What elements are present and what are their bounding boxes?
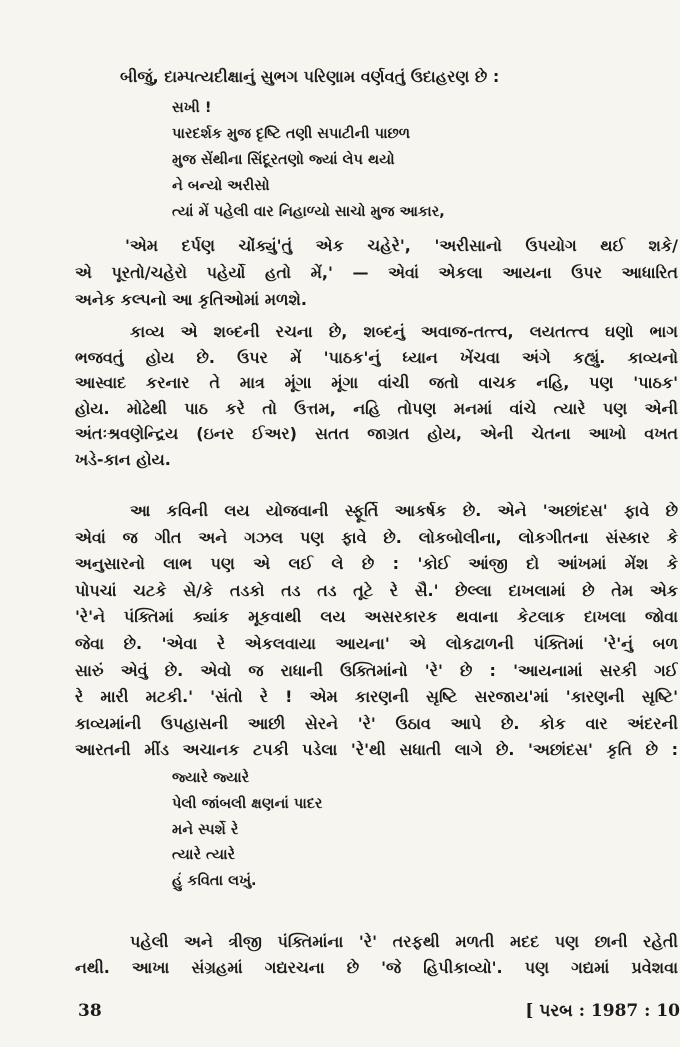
poem-line: ત્યારે ત્યારે bbox=[172, 847, 236, 864]
text-line: આરતની મીંડ અચાનક ટપકી પડેલા 'રે'થી સધાતી લાગે છે. 'અછાંદસ' કૃતિ છે : bbox=[75, 740, 678, 760]
poem-line: ત્યાં મેં પહેલી વાર નિહાળ્યો સાચો મુજ આકાર, bbox=[172, 204, 445, 220]
poem-quote-2 bbox=[172, 766, 652, 895]
text-line: અંતઃશ્રવણેન્દ્રિય (ઇનર ઈઅર) સતત જાગ્રત હોય, એની ચેતના આખો વખત bbox=[75, 424, 678, 444]
poem-line: સખી ! bbox=[172, 100, 212, 116]
text-line: નથી. આખા સંગ્રહમાં ગદ્યરચના છે 'જે હિપીકાવ્યો'. પણ ગદ્યમાં પ્રવેશવા bbox=[75, 958, 678, 977]
poem-line: મને સ્પર્શે રે bbox=[172, 821, 239, 838]
text-line: જેવા છે. 'એવા રે એકલવાયા આયના' એ લોકઢાળની પંક્તિમાં 'રે'નું બળ bbox=[75, 633, 678, 653]
intro-line bbox=[120, 64, 620, 90]
text-line: ખડે-કાન હોય. bbox=[75, 449, 171, 469]
text-line: એ પૂરતો/ચહેરો પહેર્યો હતો મેં,' — એવાં એકલા આયના ઉપર આધારિત bbox=[75, 263, 678, 282]
text-line: આસ્વાદ કરનાર તે માત્ર મૂંગા મૂંગા વાંચી જતો વાચક નહિ, પણ 'પાઠક' bbox=[75, 373, 678, 393]
text-line: આ કવિની લય યોજવાની સ્ફૂર્તિ આકર્ષક છે. એને 'અછાંદસ' ફાવે છે bbox=[130, 501, 678, 520]
page-number: 38 bbox=[78, 1001, 102, 1021]
text-line: સારું એવું છે. એવો જ રાધાની ઉક્તિમાંનો 'રે' છે : 'આયનામાં સરકી ગઈ bbox=[75, 660, 678, 680]
text-line: અનેક કલ્પનો આ કૃતિઓમાં મળશે. bbox=[75, 290, 307, 309]
paragraph-rhythm bbox=[75, 498, 678, 764]
text-line: હોય. મોઢેથી પાઠ કરે તો ઉત્તમ, નહિ તોપણ મનમાં વાંચે ત્યારે પણ એની bbox=[75, 398, 678, 418]
poem-line: પેલી જાંબલી ક્ષણનાં પાદર bbox=[172, 795, 323, 812]
paragraph-closing bbox=[75, 929, 678, 981]
running-footer: [ પરબ : 1987 : 10 bbox=[525, 1001, 680, 1021]
poem-line: ને બન્યો અરીસો bbox=[172, 178, 270, 194]
text-line: 'એમ દર્પણ ચોંક્યું'તું એક ચહેરે', 'અરીસાનો ઉપયોગ થઈ શકે/ bbox=[125, 236, 678, 255]
text-line: પહેલી અને ત્રીજી પંક્તિમાંના 'રે' તરફથી મળતી મદદ પણ છાની રહેતી bbox=[130, 932, 678, 951]
poem-line: જ્યારે જ્યારે bbox=[172, 770, 250, 786]
poem-line: હું કવિતા લખું. bbox=[172, 873, 257, 889]
text-line: કાવ્યમાંની ઉપહાસની આછી સેરને 'રે' ઉઠાવ આપે છે. કોક વાર અંદરની bbox=[75, 713, 678, 733]
text-line: પોપચાં ચટકે સે/કે તડકો તડ તડ તૂટે રે સૈ.' છેલ્લા દાખલામાં છે તેમ એક bbox=[75, 580, 678, 600]
text-line: બીજું, દામ્પત્યદીક્ષાનું સુભગ પરિણામ વર્ણવતું ઉદાહરણ છે : bbox=[120, 67, 500, 86]
paragraph-mirror-images bbox=[75, 232, 678, 313]
text-line: 'રે'ને પંક્તિમાં ક્યાંક મૂકવાથી લય અસરકારક થવાના કેટલાક દાખલા જોવા bbox=[75, 607, 678, 627]
poem-line: મુજ સેંથીના સિંદૂરતણો જ્યાં લેપ થયો bbox=[172, 152, 395, 168]
poem-line: પારદર્શક મુજ દૃષ્ટિ તણી સપાટીની પાછળ bbox=[172, 126, 411, 142]
text-line: ભજવતું હોય છે. ઉપર મેં 'પાઠક'નું ધ્યાન ખેંચવા અંગે કહ્યું. કાવ્યનો bbox=[75, 347, 678, 367]
page-footer bbox=[0, 997, 680, 1025]
text-line: કાવ્ય એ શબ્દની રચના છે, શબ્દનું અવાજ-તત્ત્વ, લયતત્ત્વ ઘણો ભાગ bbox=[130, 322, 678, 341]
poem-quote-1 bbox=[172, 95, 652, 225]
text-line: અનુસારનો લાભ પણ એ લઈ લે છે : 'કોઈ આંજી દો આંખમાં મેંશ કે bbox=[75, 554, 678, 574]
text-line: રે મારી મટકી.' 'સંતો રે ! એમ કારણની સૃષ્ટિ સરજાય'માં 'કારણની સૃષ્ટિ' bbox=[75, 687, 678, 707]
text-line: એવાં જ ગીત અને ગઝલ પણ ફાવે છે. લોકબોલીના, લોકગીતના સંસ્કાર કે bbox=[75, 527, 678, 547]
paragraph-reader bbox=[75, 319, 678, 473]
